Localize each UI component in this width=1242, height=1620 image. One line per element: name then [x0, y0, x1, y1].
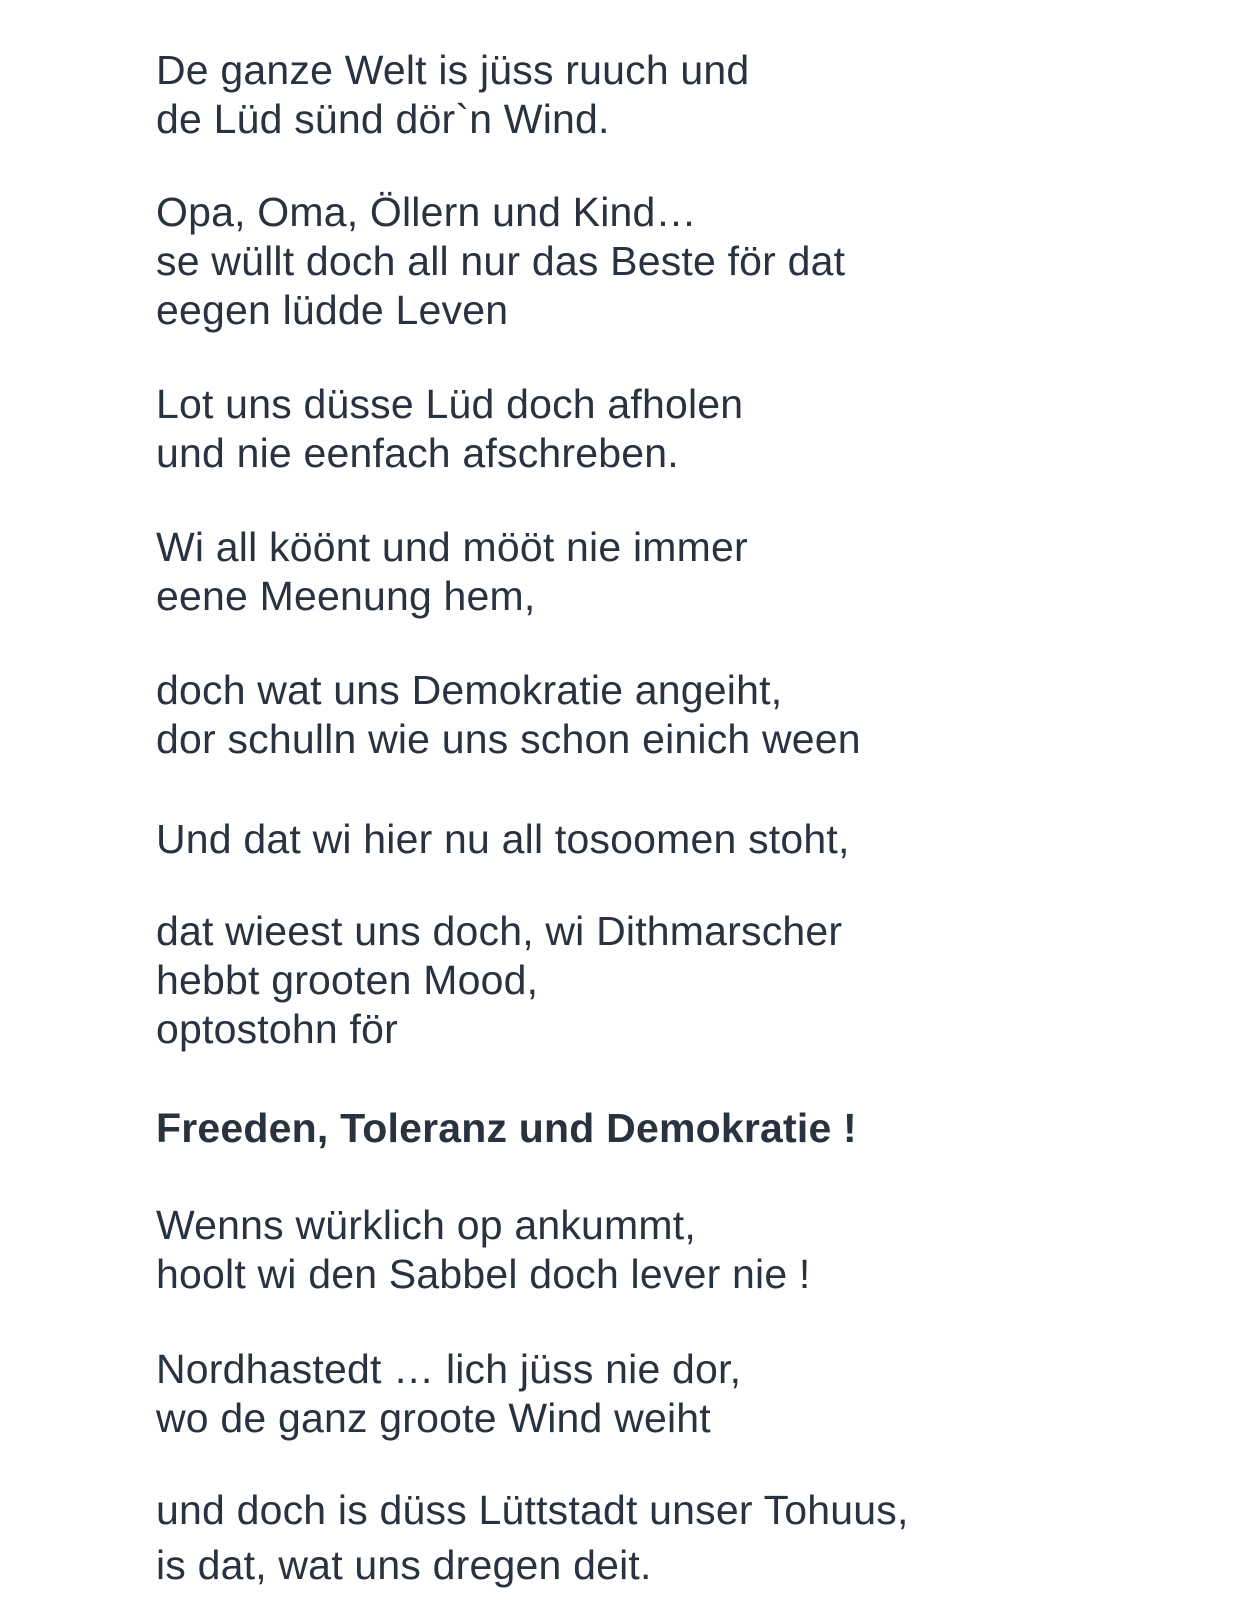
poem-line: doch wat uns Demokratie angeiht,	[156, 667, 783, 713]
poem-line: eene Meenung hem,	[156, 573, 536, 619]
poem-line: de Lüd sünd dör`n Wind.	[156, 96, 610, 142]
poem-line: hoolt wi den Sabbel doch lever nie !	[156, 1251, 811, 1297]
poem-line: Nordhastedt … lich jüss nie dor,	[156, 1346, 742, 1392]
poem-line: Und dat wi hier nu all tosoomen stoht,	[156, 816, 850, 862]
poem-line: se wüllt doch all nur das Beste för dat	[156, 238, 846, 284]
poem-line: und doch is düss Lüttstadt unser Tohuus,	[156, 1487, 909, 1533]
poem-line-emphasis: Freeden, Toleranz und Demokratie !	[156, 1105, 857, 1151]
poem-line: is dat, wat uns dregen deit.	[156, 1542, 652, 1588]
poem-line: Wi all köönt und mööt nie immer	[156, 524, 748, 570]
poem-line: Lot uns düsse Lüd doch afholen	[156, 381, 744, 427]
poem-line: dor schulln wie uns schon einich ween	[156, 716, 861, 762]
poem-line: hebbt grooten Mood,	[156, 957, 539, 1003]
poem-line: optostohn för	[156, 1006, 398, 1052]
poem-line: Wenns würklich op ankummt,	[156, 1202, 696, 1248]
poem-line: dat wieest uns doch, wi Dithmarscher	[156, 908, 843, 954]
poem-line: De ganze Welt is jüss ruuch und	[156, 47, 750, 93]
poem-line: eegen lüdde Leven	[156, 287, 509, 333]
poem-line: wo de ganz groote Wind weiht	[156, 1395, 711, 1441]
poem-line: und nie eenfach afschreben.	[156, 430, 679, 476]
poem-line: Opa, Oma, Öllern und Kind…	[156, 189, 697, 235]
